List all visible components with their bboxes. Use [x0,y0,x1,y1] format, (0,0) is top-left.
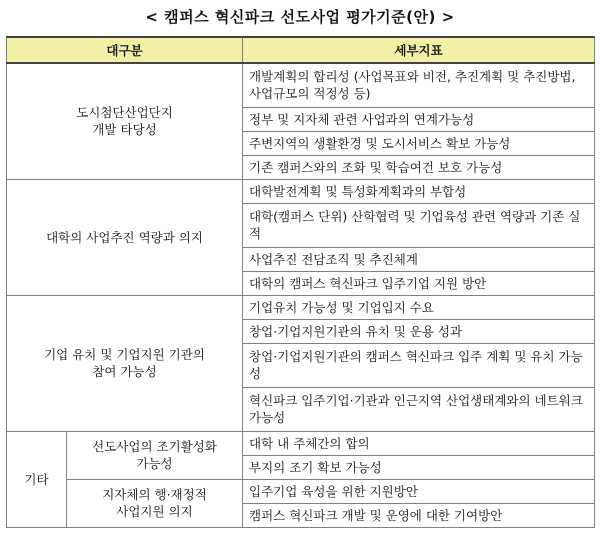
indicator-cell: 기업유치 가능성 및 기업입지 수요 [243,295,595,319]
indicator-cell: 정부 및 지자체 관련 사업과의 연계가능성 [243,107,595,131]
subcategory-cell [67,479,243,527]
table-row [7,295,595,319]
indicator-cell: 주변지역의 생활환경 및 도시서비스 확보 가능성 [243,131,595,155]
category-label: 기업 유치 및 기업지원 기관의 참여 가능성 [44,347,205,379]
indicator-cell: 혁신파크 입주기업·기관과 인근지역 산업생태계와의 네트워크 가능성 [243,387,595,431]
category-cell [7,63,243,179]
page-title: < 캠퍼스 혁신파크 선도사업 평가기준(안) > [145,8,455,26]
header-row [7,37,595,63]
category-cell [7,295,243,431]
indicator-cell: 캠퍼스 혁신파크 개발 및 운영에 대한 기여방안 [243,503,595,527]
header-indicator: 세부지표 [243,37,595,63]
table-row [7,63,595,107]
category-cell [7,179,243,295]
indicator-cell: 기존 캠퍼스와의 조화 및 학습여건 보호 가능성 [243,155,595,179]
subcategory-label: 지자체의 행·재정적 사업지원 의지 [102,487,207,519]
table-row [7,179,595,203]
indicator-cell: 개발계획의 합리성 (사업목표와 비전, 추진계획 및 추진방법, 사업규모의 적정성 등) [243,63,595,107]
indicator-cell: 대학발전계획 및 특성화계획과의 부합성 [243,179,595,203]
indicator-cell: 입주기업 육성을 위한 지원방안 [243,479,595,503]
category-cell: 기타 [7,431,67,527]
indicator-cell: 창업·기업지원기관의 캠퍼스 혁신파크 입주 계획 및 유치 가능성 [243,343,595,387]
indicator-cell: 부지의 조기 확보 가능성 [243,455,595,479]
category-label: 도시첨단산업단지 개발 타당성 [76,105,173,138]
indicator-cell: 대학의 캠퍼스 혁신파크 입주기업 지원 방안 [243,271,595,295]
indicator-cell: 대학 내 주체간의 합의 [243,431,595,455]
indicator-cell: 창업·기업지원기관의 유치 및 운용 성과 [243,319,595,343]
table-row [7,479,595,503]
header-category: 대구분 [7,37,243,63]
category-label: 대학의 사업추진 역량과 의지 [46,229,203,245]
table-row [7,431,595,455]
subcategory-cell [67,431,243,479]
indicator-cell: 사업추진 전담조직 및 추진체계 [243,247,595,271]
evaluation-criteria-table [6,36,595,528]
indicator-cell: 대학(캠퍼스 단위) 산학협력 및 기업육성 관련 역량과 기존 실적 [243,203,595,247]
subcategory-label: 선도사업의 조기활성화 가능성 [92,439,217,471]
